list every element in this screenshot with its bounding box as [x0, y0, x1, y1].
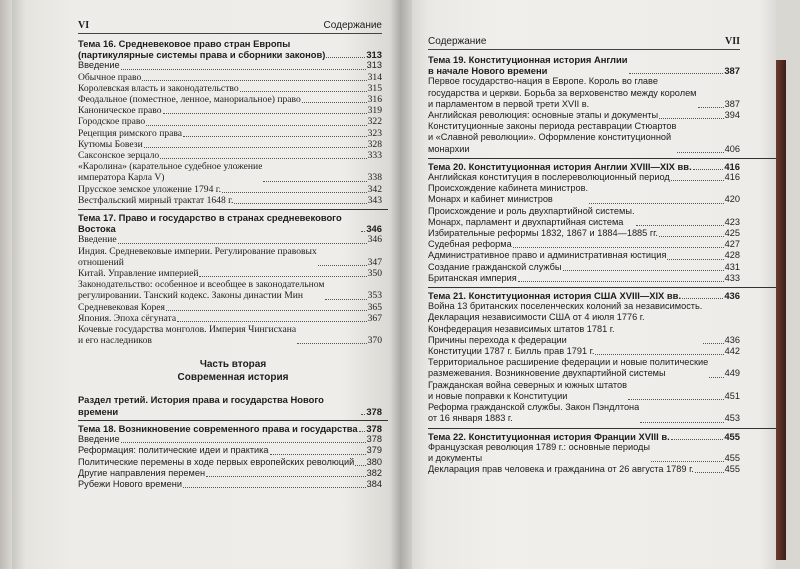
toc-entry-title: Индия. Средневековые империи. Регулирование правовых отношений — [78, 245, 317, 268]
toc-entry — [78, 72, 382, 83]
toc-page-number: 416 — [724, 160, 740, 172]
dot-leader — [326, 57, 365, 58]
toc-entry-title: Другие направления перемен — [78, 467, 206, 478]
section-rule — [428, 158, 776, 159]
toc-entry — [428, 262, 740, 273]
toc-entry-title: Каноническое право — [78, 105, 162, 117]
toc-page-number: 436 — [724, 334, 740, 345]
toc-entry — [428, 183, 740, 205]
part-subtitle: Современная история — [177, 372, 289, 384]
toc-entry — [428, 464, 740, 475]
dot-leader — [160, 158, 366, 159]
toc-entry — [428, 239, 740, 250]
section-rule — [78, 420, 388, 421]
toc-entry — [428, 110, 740, 121]
toc-entry — [428, 121, 740, 155]
toc-entry-title: Прусское земское уложение 1794 г. — [78, 183, 222, 195]
toc-page-number: 436 — [724, 290, 740, 302]
toc-page-number: 379 — [366, 445, 382, 456]
toc-entry-title: Рецепция римского права — [78, 127, 183, 139]
toc-page-number: 406 — [724, 143, 740, 154]
toc-entry-title: Декларация прав человека и гражданина от 26 августа 1789 г. — [428, 464, 694, 475]
toc-entry-title: Территориальное расширение федерации и новые политические размежевания. Возникновение двухпартийной системы — [428, 357, 709, 379]
dot-leader — [142, 80, 366, 81]
dot-leader — [355, 465, 365, 466]
dot-leader — [177, 321, 366, 322]
toc-page-number: 420 — [724, 194, 740, 205]
toc-entry-title: Английская конституция в послереволюционный период — [428, 172, 670, 183]
toc-entry-title: Реформация: политические идеи и практика — [78, 445, 269, 456]
dot-leader — [166, 310, 367, 311]
toc-page-number: 442 — [724, 346, 740, 357]
toc-entry — [78, 324, 382, 346]
toc-page-number: 315 — [367, 82, 382, 94]
toc-entry-title: Тема 22. Конституционная история Франции XVIII в. — [428, 430, 670, 442]
toc-entry-title: Конституционные законы периода реставрации Стюартов и «Славной революции». Оформление конституционной монархии — [428, 121, 677, 154]
toc-entry-title: Война 13 британских поселенческих колоний за независимость. Декларация независимости США от 4 июля 1776 г. Конфедерация независимых штатов 1781 г. Причины перехода к федерации — [428, 301, 703, 345]
toc-entry — [78, 105, 382, 116]
toc-page-number: 427 — [724, 239, 740, 250]
toc-entry-title: Первое государство-нация в Европе. Король во главе государства и церкви. Борьба за верховенство между королем и парламентом в первой трети XVII в. — [428, 76, 697, 109]
section-rule — [78, 209, 388, 210]
toc-page-number: 353 — [367, 290, 382, 302]
toc-page-number: 423 — [724, 216, 740, 227]
toc-entry — [78, 246, 382, 268]
toc-page-number: 343 — [367, 194, 382, 206]
toc-topic-entry — [428, 161, 740, 172]
toc-entry-title: Феодальное (поместное, ленное, манориальное) право — [78, 94, 301, 106]
toc-entry-title: Китай. Управление империей — [78, 268, 199, 280]
toc-entry — [78, 150, 382, 161]
toc-page-number: 323 — [367, 127, 382, 139]
dot-leader — [222, 192, 367, 193]
toc-entry-title: Британская империя — [428, 272, 517, 283]
dot-leader — [513, 247, 724, 248]
toc-entry — [78, 195, 382, 206]
toc-entry-title: Административное право и административная юстиция — [428, 250, 667, 261]
toc-page-number: 455 — [724, 452, 740, 463]
dot-leader — [667, 259, 723, 260]
toc-entry — [78, 457, 382, 468]
toc-page-number: 433 — [724, 272, 740, 283]
toc-page-number: 378 — [366, 422, 382, 434]
toc-entry-title: Обычное право — [78, 71, 142, 83]
dot-leader — [234, 203, 366, 204]
dot-leader — [628, 399, 724, 400]
toc-page-number: 455 — [724, 464, 740, 475]
toc-entry — [78, 60, 382, 71]
toc-page-number: 387 — [724, 98, 740, 109]
toc-topic-entry — [428, 290, 740, 301]
dot-leader — [677, 152, 723, 153]
toc-entry-title: Тема 17. Право и государство в странах средневекового Востока — [78, 212, 342, 235]
toc-page-number: 313 — [366, 60, 382, 71]
toc-page-number: 453 — [724, 413, 740, 424]
toc-entry-title: Введение — [78, 234, 117, 246]
right-page — [400, 0, 776, 569]
toc-entry-title: Происхождение и роль двухпартийной системы. Монарх, парламент и двухпартийная система — [428, 205, 635, 227]
toc-entry — [78, 83, 382, 94]
toc-block-theme-19 — [428, 54, 740, 155]
dot-leader — [682, 298, 723, 299]
toc-entry-title: Конституции 1787 г. Билль прав 1791 г. — [428, 346, 595, 357]
toc-page-number: 425 — [724, 228, 740, 239]
toc-page-number: 319 — [367, 105, 382, 117]
dot-leader — [518, 281, 724, 282]
dot-leader — [640, 422, 723, 423]
toc-entry-title: Саксонское зерцало — [78, 150, 160, 162]
toc-page-number: 378 — [366, 405, 382, 417]
dot-leader — [263, 181, 366, 182]
toc-entry-title: Английская революция: основные этапы и документы — [428, 110, 659, 121]
dot-leader — [206, 476, 366, 477]
toc-entry-title: Королевская власть и законодательство — [78, 82, 239, 94]
toc-page-number: 313 — [366, 49, 382, 61]
toc-entry-title: Кутюмы Бовези — [78, 138, 143, 150]
dot-leader — [671, 180, 724, 181]
toc-entry — [78, 279, 382, 301]
toc-entry-title: Введение — [78, 60, 120, 71]
toc-entry — [78, 313, 382, 324]
toc-entry — [428, 250, 740, 261]
toc-entry — [428, 402, 740, 424]
toc-entry — [428, 357, 740, 379]
toc-entry-title: Городское право — [78, 116, 146, 128]
toc-entry — [78, 161, 382, 183]
book-cover-edge — [776, 60, 786, 560]
toc-page-number: 378 — [366, 434, 382, 445]
section-rule — [428, 428, 776, 429]
toc-page-number: 416 — [724, 172, 740, 183]
toc-page-number: 431 — [724, 261, 740, 272]
toc-page-number: 346 — [366, 223, 382, 235]
toc-page-number: 350 — [367, 268, 382, 280]
toc-entry — [78, 434, 382, 445]
toc-topic-entry — [78, 212, 382, 234]
toc-page-number: 338 — [367, 172, 382, 184]
toc-entry — [428, 346, 740, 357]
toc-entry — [78, 268, 382, 279]
toc-page-number: 342 — [367, 183, 382, 195]
dot-leader — [359, 431, 366, 432]
toc-page-number: 384 — [366, 478, 382, 489]
toc-block-theme-17 — [78, 212, 382, 346]
toc-entry — [78, 128, 382, 139]
toc-entry-title: Вестфальский мирный трактат 1648 г. — [78, 194, 234, 206]
dot-leader — [693, 169, 724, 170]
toc-entry-title: Избирательные реформы 1832, 1867 и 1884—1885 гг. — [428, 228, 658, 239]
toc-page-number: 455 — [724, 430, 740, 442]
dot-leader — [183, 136, 367, 137]
toc-block-theme-22 — [428, 431, 740, 476]
book-spine-shadow — [390, 0, 412, 569]
toc-page-number: 316 — [367, 94, 382, 106]
dot-leader — [240, 91, 367, 92]
dot-leader — [659, 118, 724, 119]
toc-block-section-3 — [78, 394, 382, 416]
toc-block-theme-21 — [428, 290, 740, 424]
toc-entry-title: Тема 21. Конституционная история США XVIII—XIX вв. — [428, 290, 682, 302]
toc-entry-title: Тема 20. Конституционная история Англии XVIII—XIX вв. — [428, 160, 692, 172]
dot-leader — [636, 225, 724, 226]
toc-entry — [78, 139, 382, 150]
dot-leader — [302, 102, 367, 103]
right-page-header — [428, 36, 740, 50]
dot-leader — [183, 487, 366, 488]
left-page-number: VI — [78, 20, 90, 31]
dot-leader — [703, 343, 723, 344]
toc-entry-title: Тема 19. Конституционная история Англии в начале Нового времени — [428, 54, 628, 77]
toc-entry — [428, 273, 740, 284]
toc-entry-title: Раздел третий. История права и государства Нового времени — [78, 394, 324, 417]
toc-page-number: 333 — [367, 150, 382, 162]
dot-leader — [318, 265, 367, 266]
toc-block-theme-18 — [78, 423, 382, 490]
toc-page-number: 314 — [367, 71, 382, 83]
dot-leader — [144, 147, 367, 148]
left-page-header — [78, 20, 382, 34]
toc-entry-title: Создание гражданской службы — [428, 261, 562, 272]
left-page — [12, 0, 400, 569]
toc-entry — [428, 228, 740, 239]
toc-entry — [78, 479, 382, 490]
dot-leader — [695, 472, 724, 473]
dot-leader — [651, 461, 724, 462]
toc-page-number: 380 — [366, 456, 382, 467]
part-title: Часть вторая — [199, 359, 267, 371]
toc-entry-title: Судебная реформа — [428, 239, 512, 250]
toc-block-theme-16 — [78, 38, 382, 206]
toc-page-number: 367 — [367, 312, 382, 324]
toc-page-number: 322 — [367, 116, 382, 128]
toc-entry-title: Французская революция 1789 г.: основные периоды и документы — [428, 441, 650, 463]
toc-entry-title: Реформа гражданской службы. Закон Пэндлтона от 16 января 1883 г. — [428, 402, 640, 424]
toc-page-number: 449 — [724, 368, 740, 379]
toc-entry-title: Происхождение кабинета министров. Монарх и кабинет министров — [428, 183, 589, 205]
toc-entry — [78, 234, 382, 245]
toc-page-number: 387 — [724, 65, 740, 77]
toc-entry — [78, 468, 382, 479]
toc-page-number: 328 — [367, 138, 382, 150]
toc-entry — [428, 76, 740, 110]
toc-block-theme-20 — [428, 161, 740, 284]
right-page-number: VII — [724, 36, 740, 47]
dot-leader — [671, 439, 724, 440]
part-heading — [78, 358, 388, 384]
toc-entry — [78, 445, 382, 456]
dot-leader — [595, 354, 723, 355]
toc-entry-title: Политические перемены в ходе первых европейских революций — [78, 456, 355, 467]
toc-entry — [78, 184, 382, 195]
left-running-head: Содержание — [323, 20, 382, 31]
toc-topic-entry — [78, 38, 382, 60]
dot-leader — [121, 69, 366, 70]
toc-entry-title: Тема 18. Возникновение современного права и государства — [78, 422, 358, 434]
toc-topic-entry — [428, 431, 740, 442]
toc-page-number: 347 — [367, 256, 382, 268]
toc-entry — [78, 94, 382, 105]
toc-entry — [428, 380, 740, 402]
toc-page-number: 346 — [367, 234, 382, 246]
toc-entry-title: Кочевые государства монголов. Империя Чингисхана и его наследников — [78, 324, 297, 347]
dot-leader — [199, 276, 366, 277]
toc-page-number: 451 — [724, 390, 740, 401]
section-rule — [428, 287, 776, 288]
toc-entry-title: Введение — [78, 434, 120, 445]
toc-page-number: 370 — [367, 335, 382, 347]
toc-entry — [78, 116, 382, 127]
right-running-head: Содержание — [428, 36, 487, 47]
dot-leader — [361, 231, 365, 232]
dot-leader — [563, 270, 724, 271]
toc-page-number: 382 — [366, 467, 382, 478]
dot-leader — [118, 243, 367, 244]
toc-entry — [428, 442, 740, 464]
toc-entry-title: Тема 16. Средневековое право стран Европы (партикулярные системы права и сборники законов) — [78, 38, 326, 61]
dot-leader — [146, 125, 366, 126]
toc-topic-entry — [428, 54, 740, 76]
toc-entry — [428, 206, 740, 228]
toc-entry-title: Гражданская война северных и южных штатов и новые поправки к Конституции — [428, 379, 628, 401]
toc-topic-entry — [78, 423, 382, 434]
toc-page-number: 394 — [724, 110, 740, 121]
dot-leader — [121, 442, 366, 443]
toc-entry-title: Средневековая Корея — [78, 301, 165, 313]
dot-leader — [698, 107, 724, 108]
dot-leader — [297, 343, 366, 344]
toc-entry-title: Рубежи Нового времени — [78, 478, 182, 489]
toc-entry-title: Япония. Эпоха сёгуната — [78, 312, 177, 324]
dot-leader — [361, 414, 365, 415]
toc-entry-title: «Каролина» (карательное судебное уложение императора Карла V) — [78, 161, 263, 184]
dot-leader — [163, 113, 367, 114]
dot-leader — [629, 73, 724, 74]
dot-leader — [709, 377, 723, 378]
toc-page-number: 428 — [724, 250, 740, 261]
toc-entry — [78, 302, 382, 313]
dot-leader — [659, 236, 724, 237]
toc-entry — [428, 301, 740, 346]
dot-leader — [270, 454, 366, 455]
dot-leader — [325, 299, 366, 300]
toc-page-number: 365 — [367, 301, 382, 313]
toc-entry-title: Законодательство: особенное и всеобщее в законодательном регулировании. Танский кодекс. Законы династии Мин — [78, 279, 325, 302]
toc-entry — [428, 172, 740, 183]
toc-topic-entry — [78, 394, 382, 416]
dot-leader — [589, 203, 724, 204]
